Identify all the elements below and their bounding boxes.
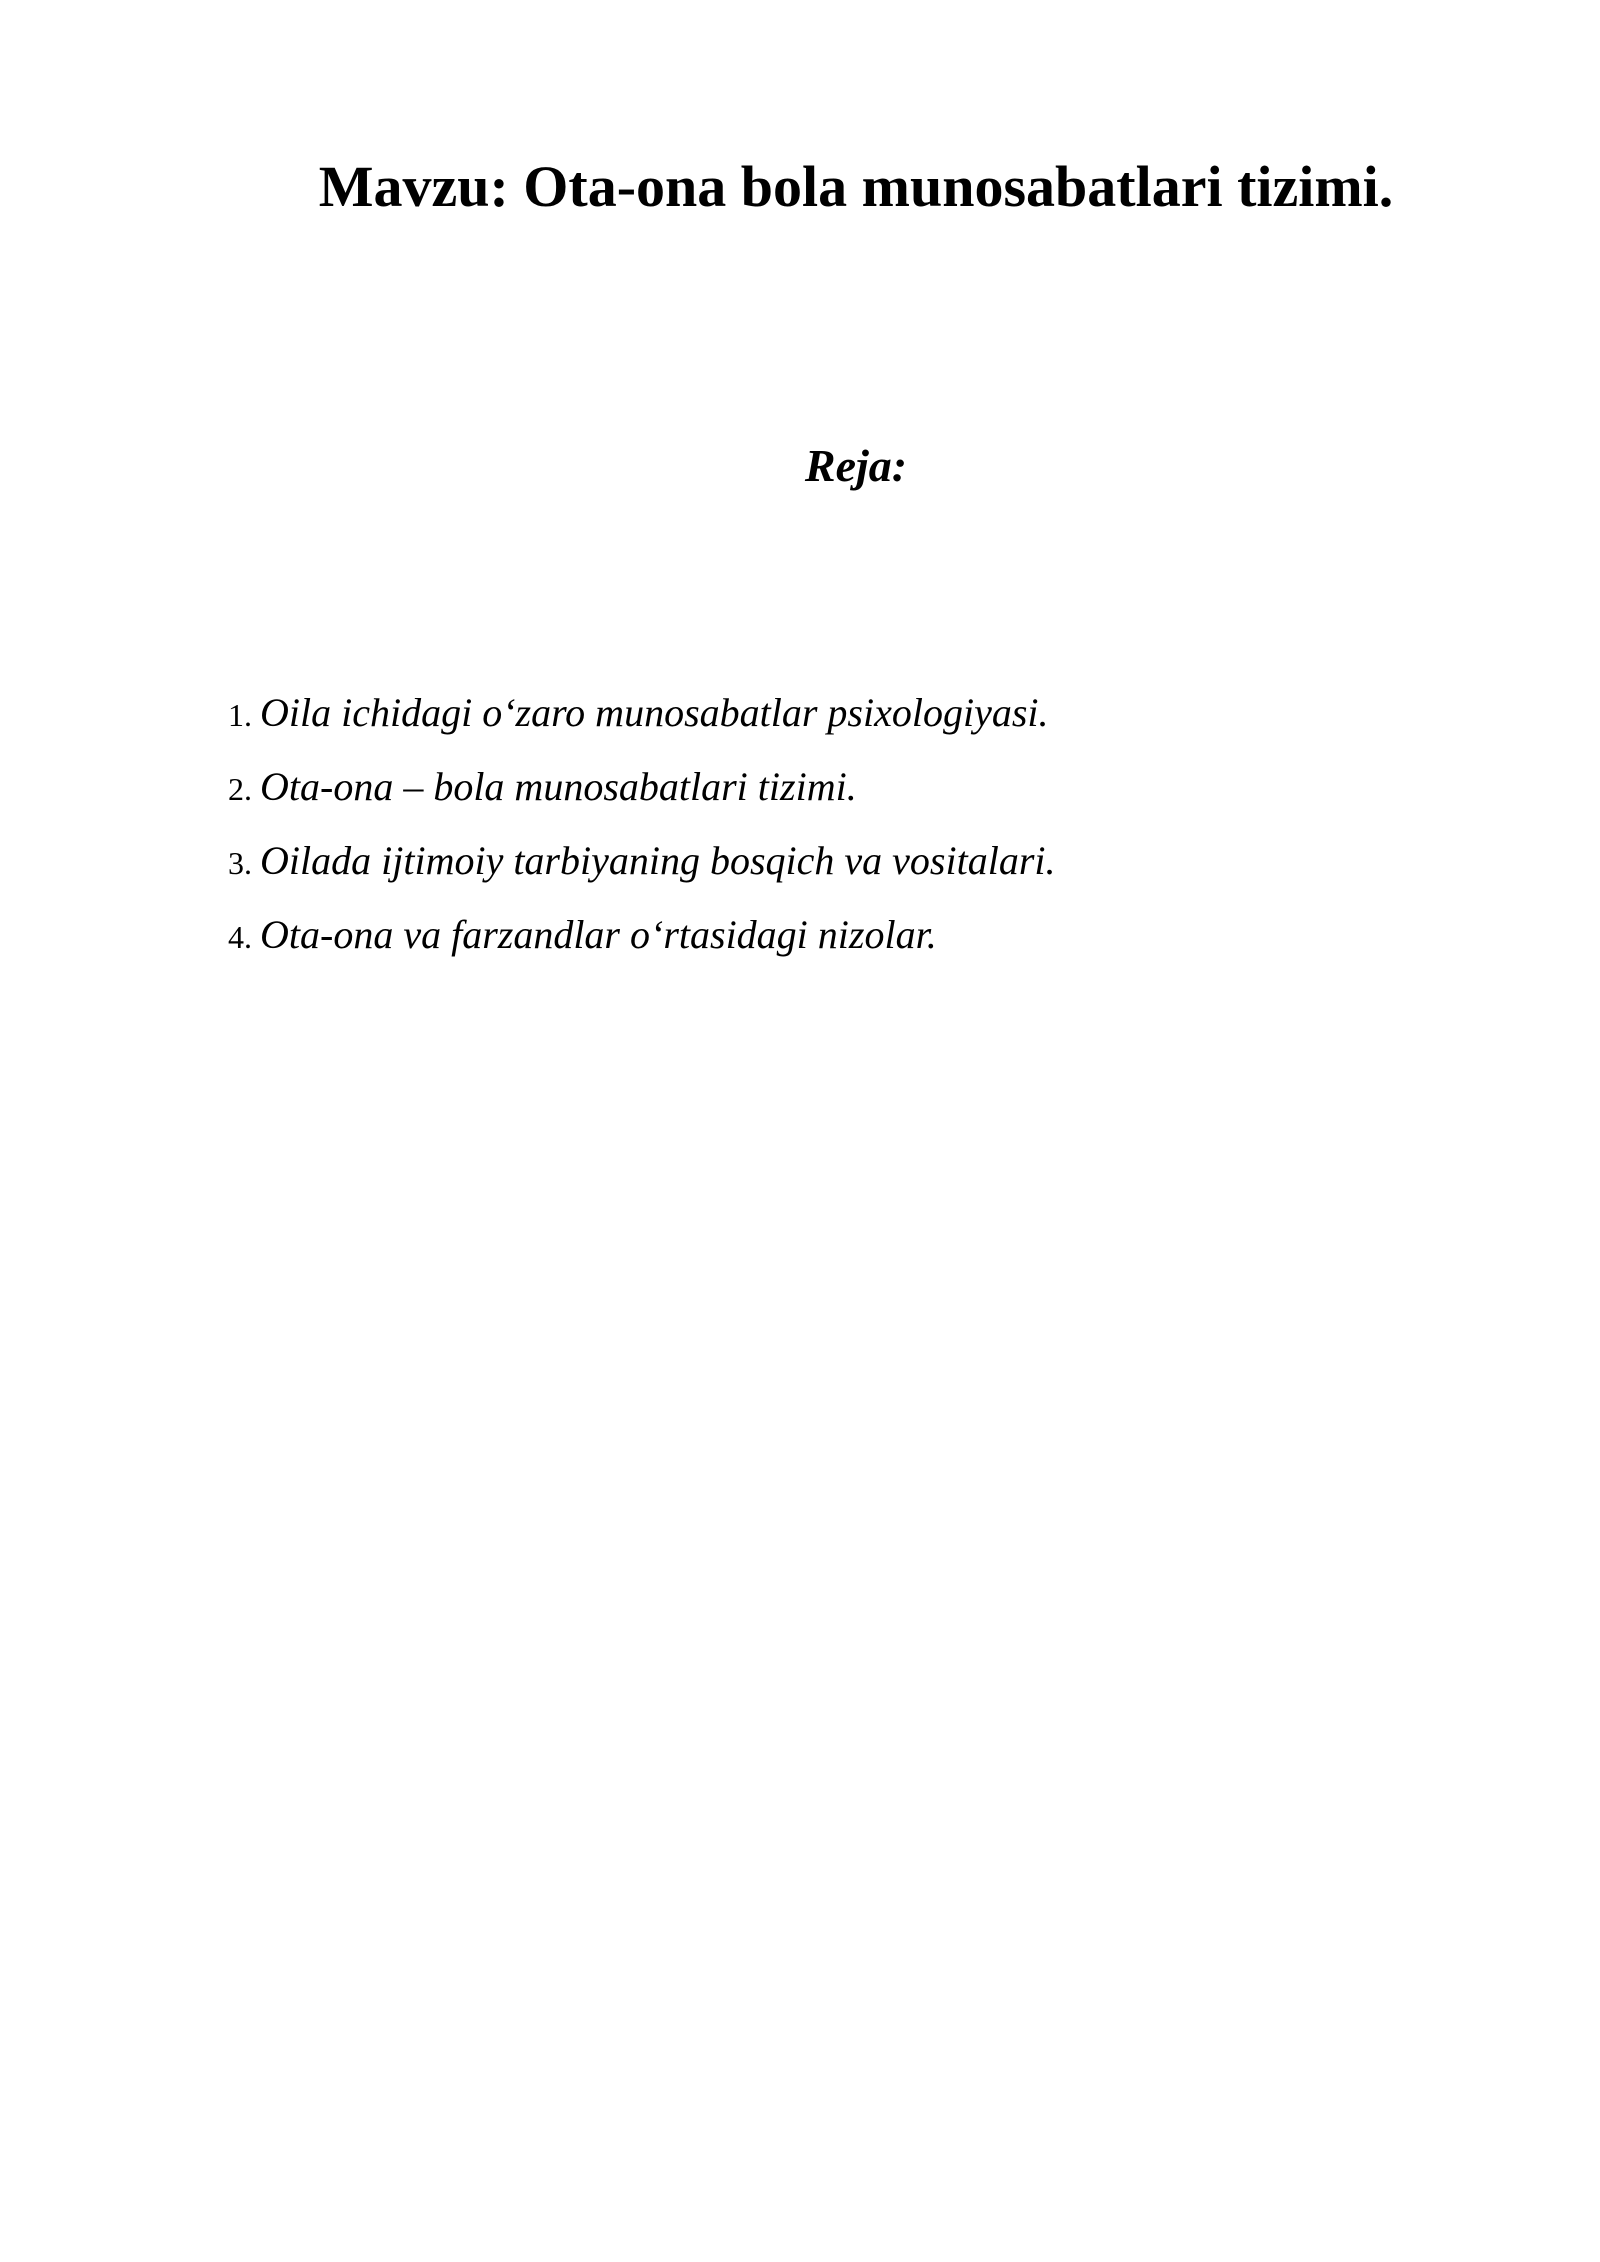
plan-heading: Reja:	[804, 440, 908, 491]
page-title: Mavzu: Ota-ona bola munosabatlari tizimi.	[318, 154, 1394, 219]
list-item-number: 2.	[228, 771, 252, 807]
plan-list	[228, 685, 1056, 981]
list-item	[228, 685, 1056, 759]
list-item-number: 4.	[228, 919, 252, 955]
list-item-number: 3.	[228, 845, 252, 881]
list-item	[228, 759, 1056, 833]
list-item-text: Ota-ona – bola munosabatlari tizimi.	[260, 764, 857, 809]
list-item-text: Ota-ona va farzandlar o‘rtasidagi nizolar.	[260, 912, 937, 957]
list-item-text: Oilada ijtimoiy tarbiyaning bosqich va vositalari.	[260, 838, 1056, 883]
list-item	[228, 907, 1056, 981]
list-item	[228, 833, 1056, 907]
list-item-number: 1.	[228, 697, 252, 733]
list-item-text: Oila ichidagi o‘zaro munosabatlar psixologiyasi.	[260, 690, 1049, 735]
